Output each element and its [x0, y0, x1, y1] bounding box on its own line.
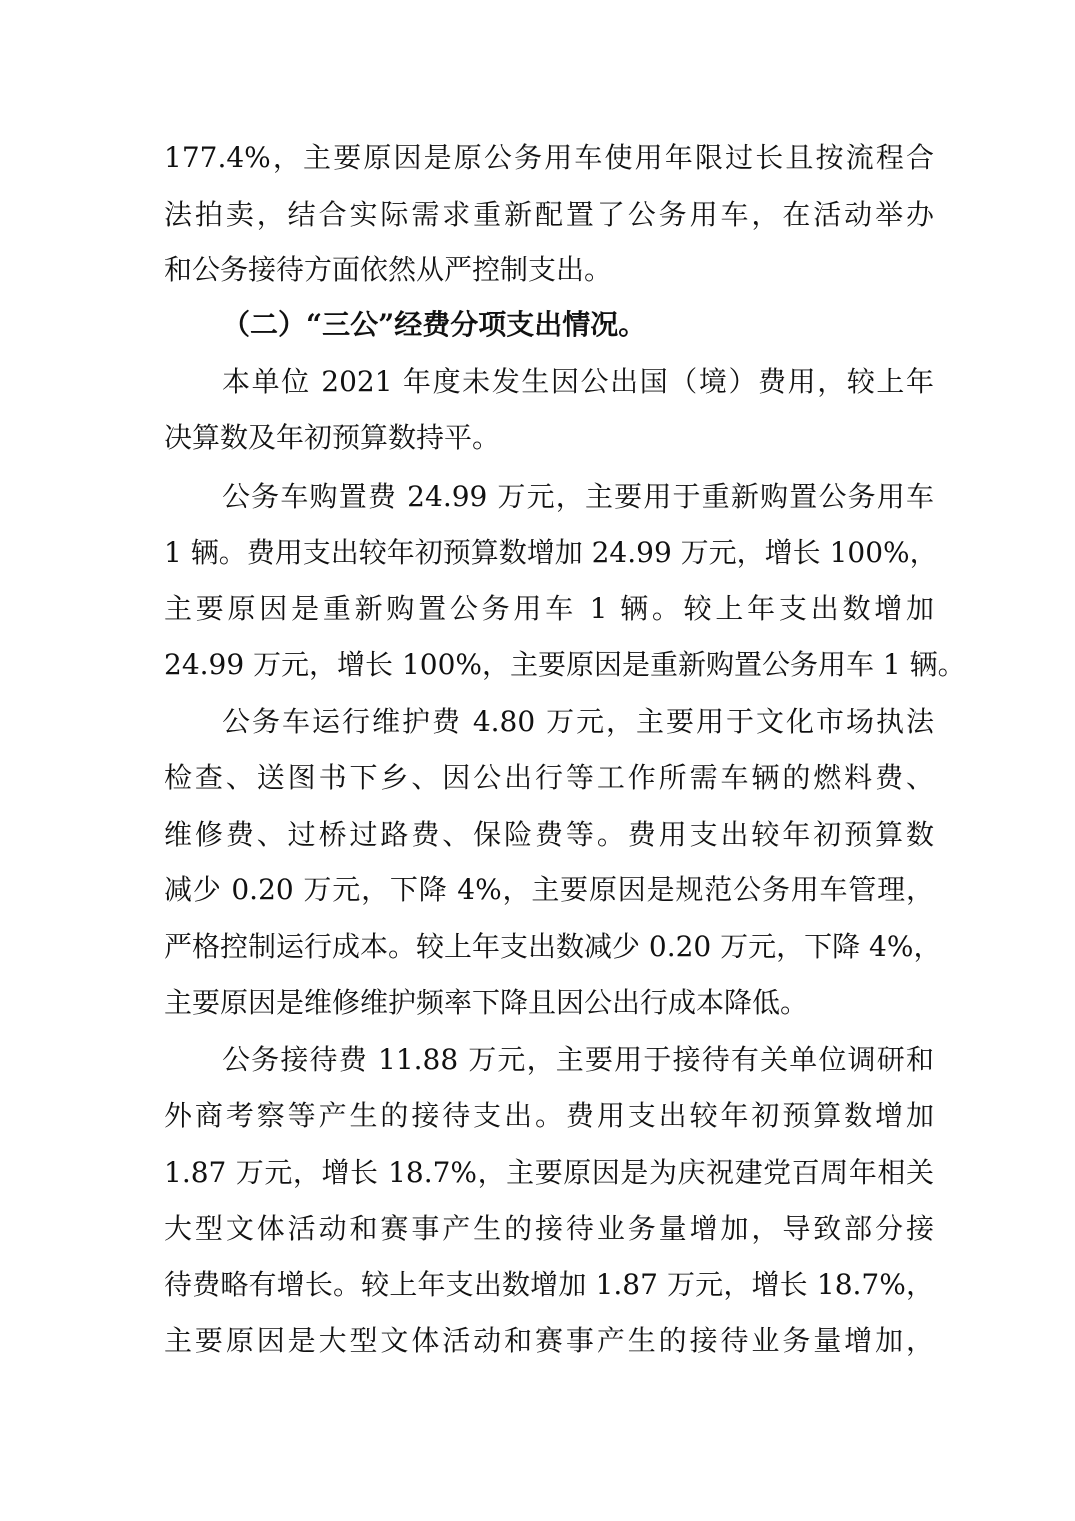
section-heading: （二）“三公”经费分项支出情况。 — [222, 308, 647, 341]
text-line: 待费略有增长。较上年支出数增加 1.87 万元，增长 18.7%， — [164, 1268, 934, 1301]
text-line: 公务车购置费 24.99 万元，主要用于重新购置公务用车 — [222, 480, 934, 513]
text-line: 公务车运行维护费 4.80 万元，主要用于文化市场执法 — [222, 705, 934, 738]
text-line: 法拍卖，结合实际需求重新配置了公务用车，在活动举办 — [164, 198, 934, 231]
text-line: 维修费、过桥过路费、保险费等。费用支出较年初预算数 — [164, 818, 934, 851]
text-line: 主要原因是重新购置公务用车 1 辆。较上年支出数增加 — [164, 592, 934, 625]
text-line: 主要原因是大型文体活动和赛事产生的接待业务量增加， — [164, 1324, 934, 1357]
text-line: 24.99 万元，增长 100%，主要原因是重新购置公务用车 1 辆。 — [164, 648, 966, 681]
text-line: 检查、送图书下乡、因公出行等工作所需车辆的燃料费、 — [164, 761, 934, 794]
text-line: 1.87 万元，增长 18.7%，主要原因是为庆祝建党百周年相关 — [164, 1156, 934, 1189]
text-line: 和公务接待方面依然从严控制支出。 — [164, 253, 613, 286]
text-line: 主要原因是维修维护频率下降且因公出行成本降低。 — [164, 986, 809, 1019]
text-line: 减少 0.20 万元，下降 4%，主要原因是规范公务用车管理， — [164, 873, 934, 906]
text-line: 严格控制运行成本。较上年支出数减少 0.20 万元，下降 4%， — [164, 930, 942, 963]
text-line: 1 辆。费用支出较年初预算数增加 24.99 万元，增长 100%， — [164, 536, 938, 569]
text-line: 177.4%，主要原因是原公务用车使用年限过长且按流程合 — [164, 141, 934, 174]
text-line: 公务接待费 11.88 万元，主要用于接待有关单位调研和 — [222, 1043, 934, 1076]
text-line: 外商考察等产生的接待支出。费用支出较年初预算数增加 — [164, 1099, 934, 1132]
text-line: 决算数及年初预算数持平。 — [164, 421, 501, 454]
text-line: 大型文体活动和赛事产生的接待业务量增加，导致部分接 — [164, 1212, 934, 1245]
text-line: 本单位 2021 年度未发生因公出国（境）费用，较上年 — [222, 365, 934, 398]
